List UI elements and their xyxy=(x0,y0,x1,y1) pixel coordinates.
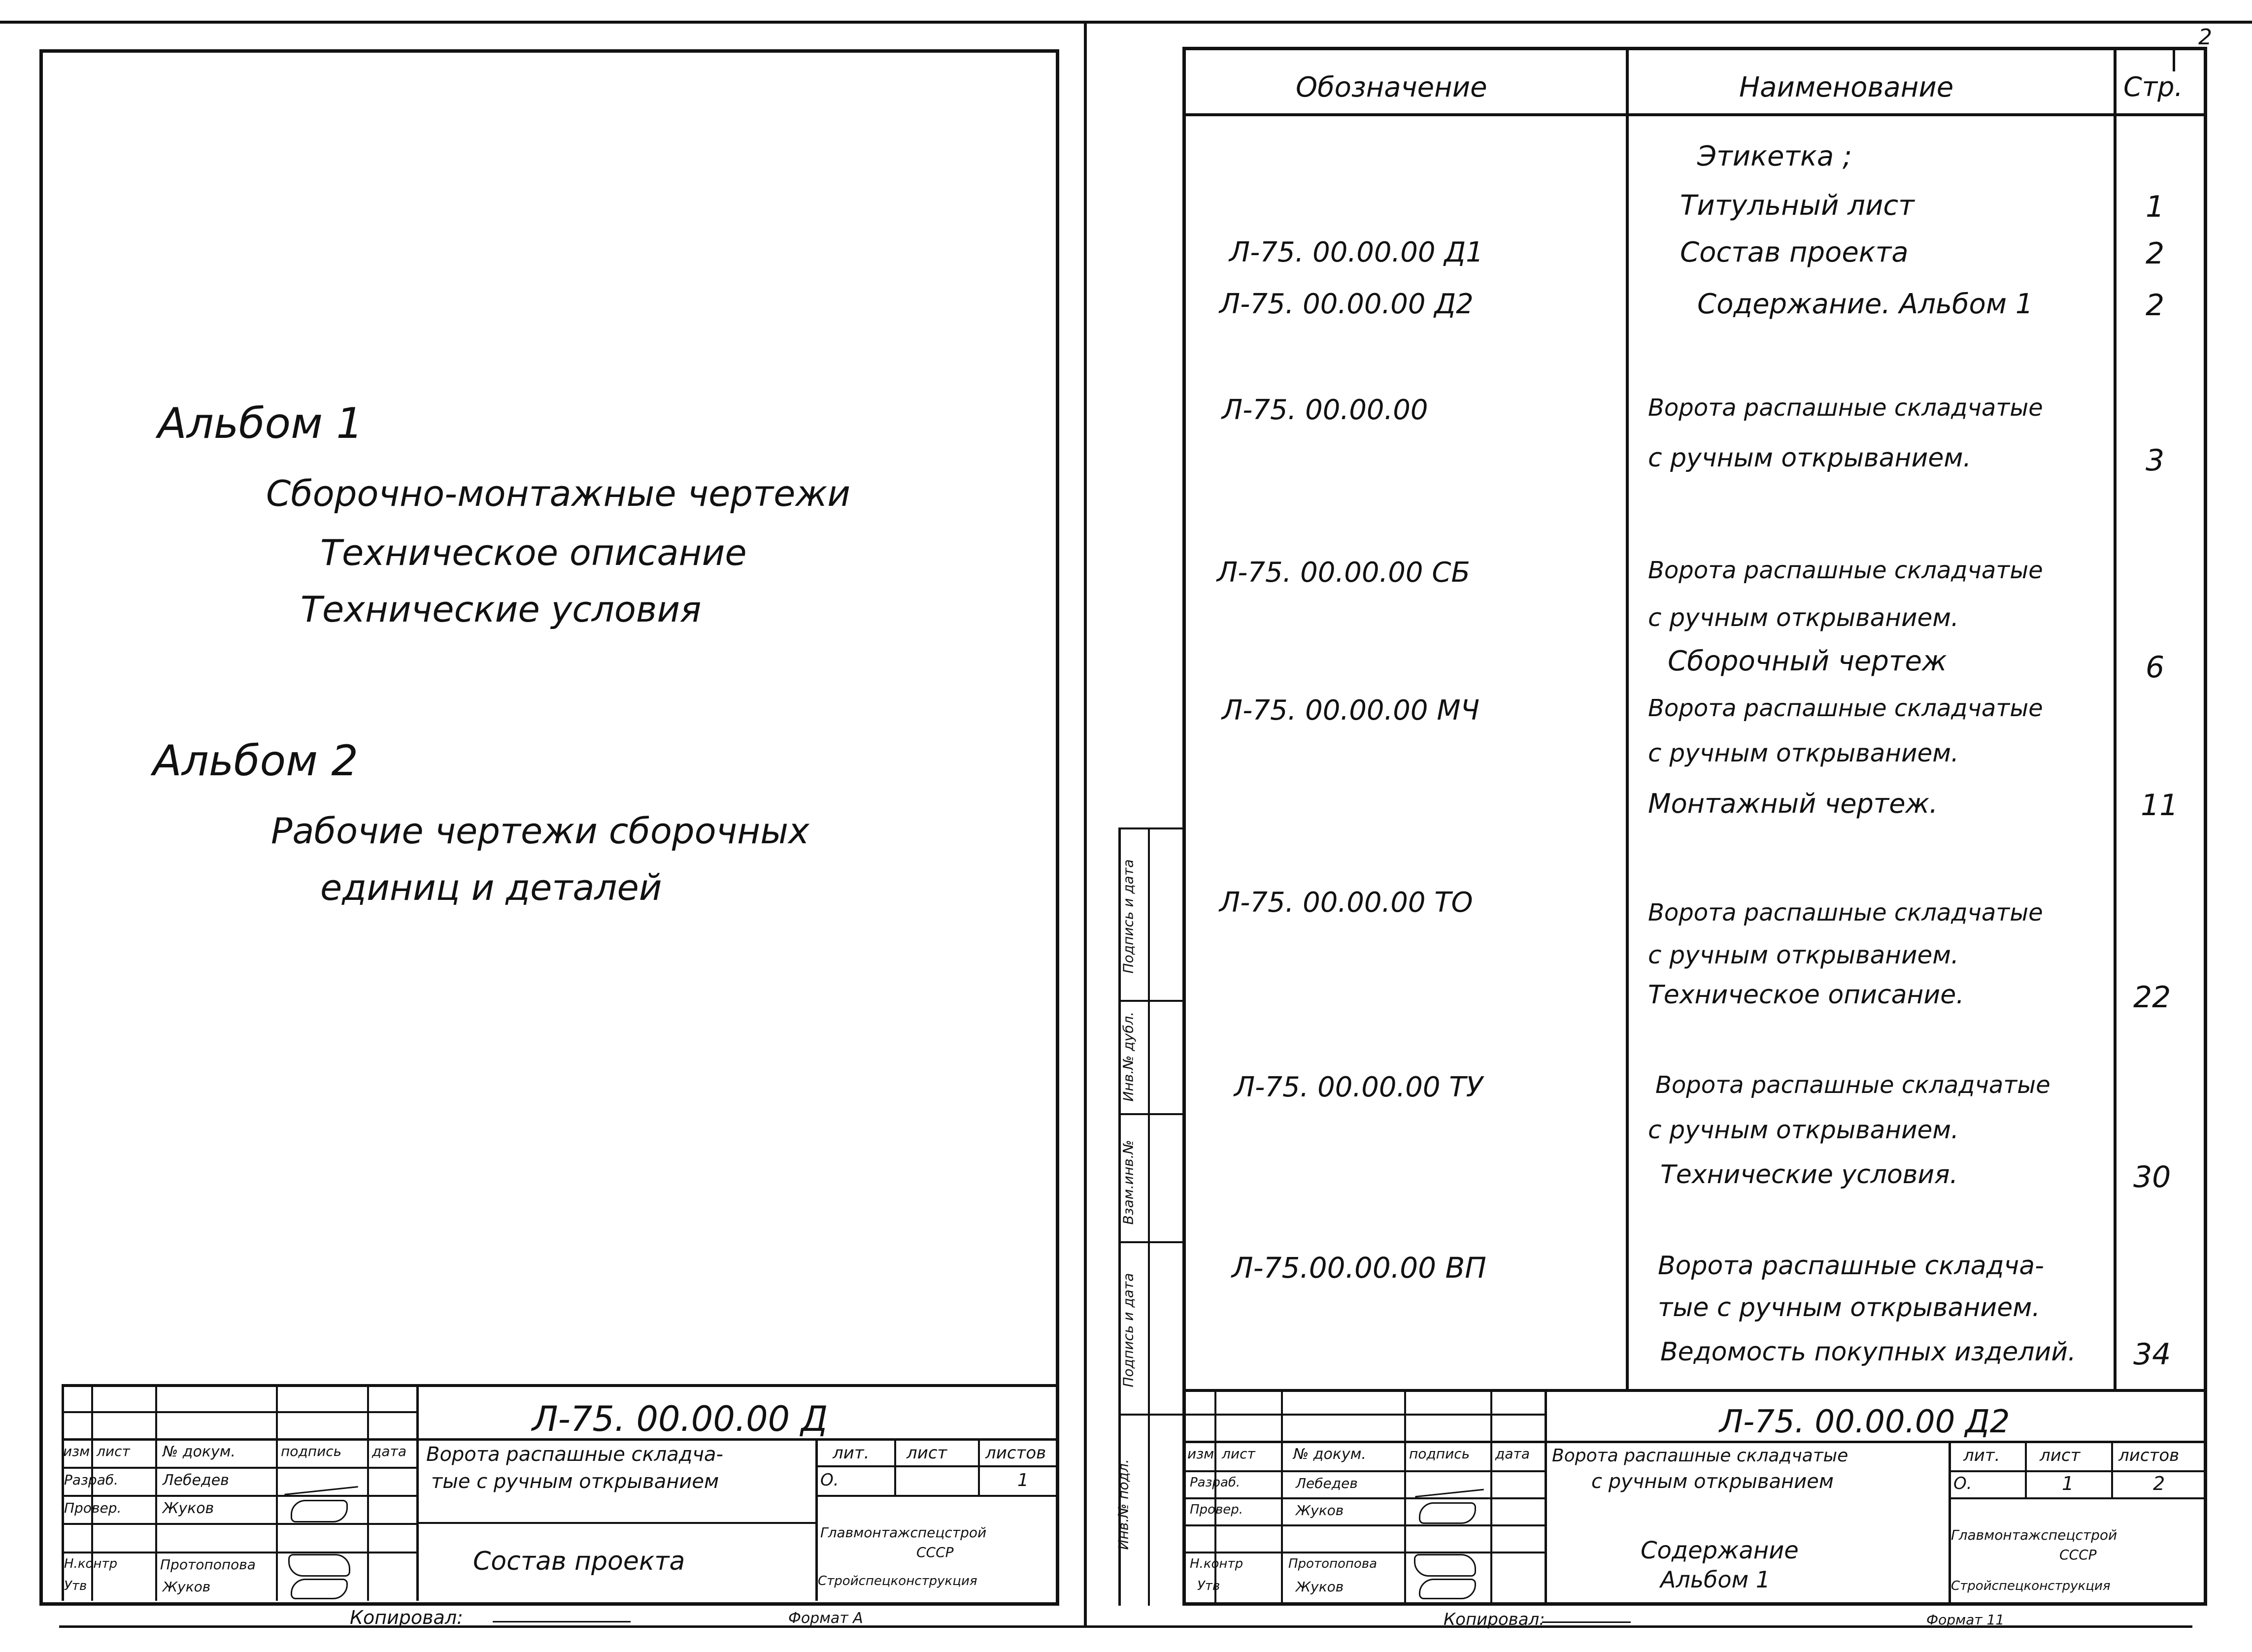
stamp-top-line xyxy=(62,1384,1059,1387)
row-name: с ручным открыванием. xyxy=(1648,443,1972,473)
signature-4 xyxy=(291,1579,348,1599)
album1-line-2: Техническое описание xyxy=(320,532,747,573)
row-name: Сборочный чертеж xyxy=(1668,645,1947,677)
stamp-v-line xyxy=(155,1384,157,1601)
right-stamp-doc-name-2: Альбом 1 xyxy=(1660,1566,1771,1593)
right-format: Формат 11 xyxy=(1926,1612,2005,1628)
stamp-h-line xyxy=(62,1552,416,1553)
side-label-sign-date-1: Подпись и дата xyxy=(1120,1273,1137,1388)
right-signature-2 xyxy=(1419,1502,1476,1524)
stamp-v-line xyxy=(1490,1389,1492,1606)
row-page: 11 xyxy=(2141,788,2179,823)
row-name: Этикетка ; xyxy=(1697,140,1852,172)
row-designation: Л-75. 00.00.00 xyxy=(1222,394,1428,426)
right-sheet-frame xyxy=(1182,47,2207,1606)
right-stamp-sheet-label: лист xyxy=(2040,1446,2081,1465)
row-name: Ворота распашные складчатые xyxy=(1648,694,2043,722)
strip-h-line xyxy=(1118,1113,1182,1115)
strip-h-line xyxy=(1118,827,1182,829)
right-stamp-name-5: Жуков xyxy=(1296,1579,1344,1595)
signature-3 xyxy=(288,1554,350,1577)
right-stamp-header-date: дата xyxy=(1495,1446,1530,1462)
side-label-sign-date-2: Подпись и дата xyxy=(1120,859,1137,974)
row-page: 3 xyxy=(2146,443,2165,478)
stamp-v-line xyxy=(1281,1389,1283,1606)
stamp-sheets-label: листов xyxy=(985,1443,1046,1463)
col-divider-2 xyxy=(2114,47,2117,1389)
stamp-role-1: Разраб. xyxy=(64,1472,119,1488)
row-name: с ручным открыванием. xyxy=(1648,603,1959,632)
right-stamp-sheet-value: 1 xyxy=(2062,1473,2074,1494)
left-format: Формат А xyxy=(788,1610,863,1627)
row-name: Монтажный чертеж. xyxy=(1648,788,1938,819)
stamp-header-sign: подпись xyxy=(281,1443,342,1459)
side-label-inv-podl: Инв.№ подл. xyxy=(1115,1459,1132,1550)
row-page: 30 xyxy=(2133,1160,2171,1194)
right-stamp-header-list: лист xyxy=(1222,1446,1255,1462)
corner-tab-line xyxy=(2173,47,2175,71)
album2-line-1: Рабочие чертежи сборочных xyxy=(271,810,809,852)
row-page: 22 xyxy=(2133,980,2171,1015)
row-name: Содержание. Альбом 1 xyxy=(1697,288,2033,320)
header-designation: Обозначение xyxy=(1296,71,1487,103)
stamp-h-line xyxy=(1949,1497,2207,1499)
stamp-header-docnum: № докум. xyxy=(163,1443,235,1460)
strip-v-line xyxy=(1148,827,1150,1606)
strip-h-line xyxy=(1118,1000,1182,1002)
stamp-h-line xyxy=(1949,1470,2207,1472)
row-page: 2 xyxy=(2146,288,2165,323)
header-page: Стр. xyxy=(2123,71,2183,102)
stamp-header-list: лист xyxy=(97,1443,130,1459)
stamp-org-1: Главмонтажспецстрой xyxy=(820,1524,987,1541)
stamp-v-line xyxy=(1545,1389,1547,1606)
side-label-vzam-inv: Взам.инв.№ xyxy=(1120,1140,1137,1225)
row-designation: Л-75. 00.00.00 ТО xyxy=(1219,887,1473,919)
row-name: Ворота распашные складча- xyxy=(1658,1251,2044,1281)
stamp-title-line-2: тые с ручным открыванием xyxy=(431,1470,719,1493)
right-stamp-designation: Л-75. 00.00.00 Д2 xyxy=(1719,1404,2010,1440)
center-fold-line xyxy=(1084,21,1087,1626)
row-name: Технические условия. xyxy=(1660,1160,1958,1189)
right-stamp-title-line-2: с ручным открыванием xyxy=(1591,1470,1834,1493)
left-copier-signature xyxy=(493,1608,631,1622)
album1-line-1: Сборочно-монтажные чертежи xyxy=(266,473,851,514)
stamp-lit-label: лит. xyxy=(833,1443,870,1463)
row-name: Титульный лист xyxy=(1680,190,1915,222)
stamp-role-4: Н.контр xyxy=(64,1556,118,1571)
stamp-v-line xyxy=(1404,1389,1406,1606)
stamp-name-1: Лебедев xyxy=(163,1472,229,1489)
stamp-header-izm: изм xyxy=(63,1443,90,1459)
right-signature-4 xyxy=(1419,1579,1476,1599)
row-name: с ручным открыванием. xyxy=(1648,941,1959,969)
right-stamp-role-4: Н.контр xyxy=(1190,1556,1244,1571)
top-trim-line xyxy=(0,21,2252,24)
stamp-h-line xyxy=(62,1411,416,1413)
stamp-org-2: СССР xyxy=(916,1544,954,1560)
right-stamp-title-line-1: Ворота распашные складчатые xyxy=(1552,1446,1849,1466)
stamp-h-line xyxy=(416,1522,815,1524)
right-stamp-role-1: Разраб. xyxy=(1190,1475,1241,1490)
right-stamp-header-sign: подпись xyxy=(1409,1446,1470,1462)
header-bottom-line xyxy=(1182,113,2207,116)
right-stamp-header-docnum: № докум. xyxy=(1293,1446,1366,1463)
right-signature-3 xyxy=(1414,1554,1476,1577)
stamp-h-line xyxy=(62,1467,416,1469)
right-stamp-role-2: Провер. xyxy=(1190,1502,1244,1517)
row-name: Ведомость покупных изделий. xyxy=(1660,1337,2076,1367)
right-stamp-doc-name-1: Содержание xyxy=(1641,1537,1799,1564)
row-designation: Л-75. 00.00.00 Д2 xyxy=(1219,288,1474,320)
right-stamp-org-1: Главмонтажспецстрой xyxy=(1951,1527,2118,1543)
strip-h-line xyxy=(1118,1241,1182,1243)
stamp-h-line xyxy=(815,1465,1059,1467)
stamp-doc-name: Состав проекта xyxy=(473,1547,685,1576)
right-stamp-sheets-label: листов xyxy=(2118,1446,2180,1465)
stamp-role-5: Утв xyxy=(64,1579,87,1593)
stamp-v-line xyxy=(2111,1441,2113,1497)
right-stamp-name-2: Жуков xyxy=(1296,1502,1344,1519)
stamp-sheets-value: 1 xyxy=(1017,1470,1029,1490)
stamp-v-line xyxy=(894,1438,896,1495)
right-stamp-header-izm: изм xyxy=(1187,1446,1214,1462)
row-name: Состав проекта xyxy=(1680,236,1909,268)
stamp-sheet-label: лист xyxy=(907,1443,947,1463)
row-designation: Л-75. 00.00.00 МЧ xyxy=(1222,694,1480,727)
header-name: Наименование xyxy=(1739,71,1954,103)
stamp-top-line xyxy=(1182,1389,2207,1392)
right-copied-by: Копировал: xyxy=(1444,1610,1545,1629)
stamp-name-4: Протопопова xyxy=(160,1556,256,1573)
right-stamp-role-5: Утв xyxy=(1197,1579,1220,1593)
right-stamp-lit-value: О. xyxy=(1953,1474,1972,1493)
side-label-inv-dubl: Инв.№ дубл. xyxy=(1120,1011,1137,1102)
right-stamp-name-1: Лебедев xyxy=(1296,1475,1358,1491)
stamp-v-line xyxy=(367,1384,369,1601)
row-page: 1 xyxy=(2146,190,2165,224)
row-name: Техническое описание. xyxy=(1648,980,1964,1010)
strip-h-line xyxy=(1118,1414,1182,1416)
left-copied-by: Копировал: xyxy=(350,1607,463,1628)
row-name: Ворота распашные складчатые xyxy=(1648,899,2043,926)
right-stamp-sheets-value: 2 xyxy=(2153,1473,2165,1494)
stamp-org-3: Стройспецконструкция xyxy=(818,1574,977,1588)
stamp-role-2: Провер. xyxy=(64,1500,122,1516)
right-stamp-org-3: Стройспецконструкция xyxy=(1951,1579,2111,1593)
row-designation: Л-75.00.00.00 ВП xyxy=(1232,1251,1486,1285)
stamp-h-line xyxy=(815,1495,1059,1497)
stamp-h-line xyxy=(62,1495,416,1497)
col-divider-1 xyxy=(1626,47,1629,1389)
stamp-v-line xyxy=(416,1384,419,1601)
row-page: 34 xyxy=(2133,1337,2171,1372)
stamp-lit-value: О. xyxy=(820,1470,839,1490)
stamp-v-line xyxy=(2025,1441,2027,1497)
row-page: 2 xyxy=(2146,236,2165,271)
stamp-v-line xyxy=(276,1384,278,1601)
right-copier-signature xyxy=(1542,1611,1631,1623)
corner-mark: 2 xyxy=(2198,25,2212,50)
stamp-h-line xyxy=(1182,1441,2207,1443)
row-page: 6 xyxy=(2146,650,2165,685)
row-name: Ворота распашные складчатые xyxy=(1655,1071,2050,1099)
album1-line-3: Технические условия xyxy=(301,589,702,630)
stamp-v-line xyxy=(1214,1389,1216,1606)
right-stamp-org-2: СССР xyxy=(2059,1547,2097,1563)
signature-2 xyxy=(291,1500,348,1522)
right-stamp-lit-label: лит. xyxy=(1963,1446,2000,1465)
stamp-v-line xyxy=(978,1438,980,1495)
row-designation: Л-75. 00.00.00 ТУ xyxy=(1234,1071,1483,1103)
stamp-title-line-1: Ворота распашные складча- xyxy=(426,1443,723,1466)
row-designation: Л-75. 00.00.00 СБ xyxy=(1217,557,1470,589)
album2-line-2: единиц и деталей xyxy=(320,867,662,908)
stamp-name-2: Жуков xyxy=(163,1500,214,1517)
row-name: с ручным открыванием. xyxy=(1648,739,1959,767)
stamp-name-5: Жуков xyxy=(163,1579,211,1595)
row-designation: Л-75. 00.00.00 Д1 xyxy=(1229,236,1483,268)
row-name: с ручным открыванием. xyxy=(1648,1116,1959,1144)
stamp-h-line xyxy=(62,1523,416,1525)
row-name: тые с ручным открыванием. xyxy=(1658,1293,2040,1322)
stamp-designation: Л-75. 00.00.00 Д xyxy=(532,1399,828,1439)
right-stamp-name-4: Протопопова xyxy=(1288,1556,1378,1571)
stamp-header-date: дата xyxy=(372,1443,406,1459)
album2-title: Альбом 2 xyxy=(153,736,359,786)
row-name: Ворота распашные складчатые xyxy=(1648,557,2043,584)
row-name: Ворота распашные складчатые xyxy=(1648,394,2043,422)
album1-title: Альбом 1 xyxy=(158,399,364,448)
